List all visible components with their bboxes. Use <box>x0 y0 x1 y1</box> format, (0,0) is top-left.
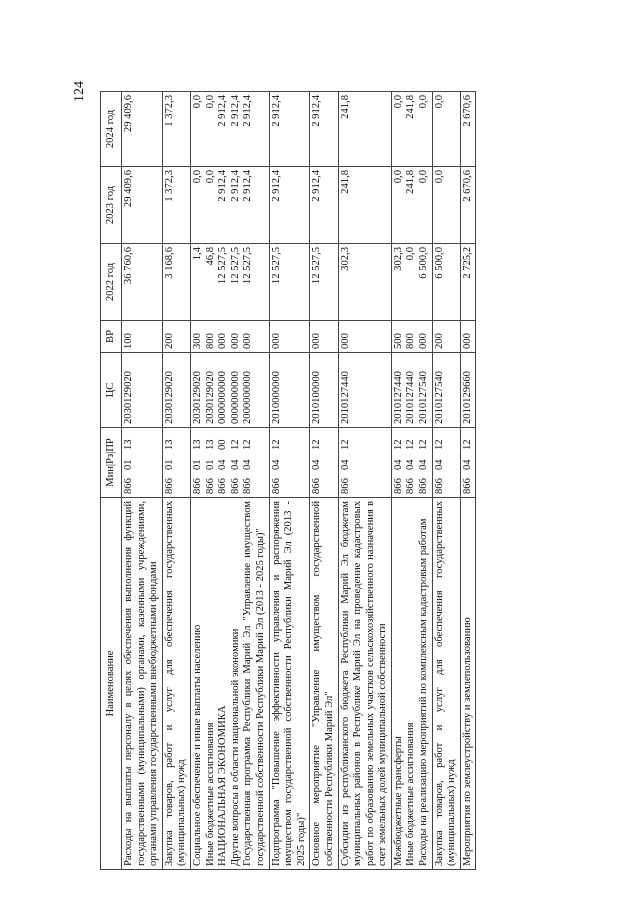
amount-2022-cell-line: 6 500,0 <box>433 247 445 279</box>
vr-cell-line: 500 <box>392 333 404 349</box>
amount-2023-cell-line: 2 912,4 <box>270 170 282 202</box>
amount-2022-cell-line: 12 527,5 <box>229 247 241 285</box>
min-rz-pr-cell-line <box>271 431 284 494</box>
amount-2024-cell-line: 241,8 <box>339 95 351 119</box>
col-header-vr: ВР <box>101 321 122 353</box>
amount-2024-cell <box>122 92 163 167</box>
table-row <box>310 92 338 870</box>
code-min: 866 <box>229 478 241 494</box>
vr-cell-line: 000 <box>229 333 241 349</box>
code-min: 866 <box>418 478 430 494</box>
amount-2024-cell-line: 241,8 <box>405 95 417 119</box>
min-rz-pr-cell-line <box>393 431 406 494</box>
code-min: 866 <box>217 478 229 494</box>
amount-2022-cell <box>269 244 310 321</box>
code-pr: 13 <box>191 439 203 450</box>
vr-cell-line: 000 <box>270 333 282 349</box>
min-rz-pr-cell <box>190 428 269 498</box>
cs-cell-line: 2010129660 <box>461 371 473 424</box>
row-name: Социальное обеспечение и иные выплаты населению Иные бюджетные ассигнования НАЦИОНАЛЬНАЯ ЭКОНОМИКА Другие вопросы в области национальной экономики Государственная программа Республики Марий Эл "Управление имуществом государственной собственности Республики Марий Эл (2013 - 2025 годы)" <box>190 498 269 870</box>
cs-cell-line: 2010127540 <box>418 371 430 424</box>
min-rz-pr-cell <box>310 428 338 498</box>
budget-table <box>100 91 476 870</box>
vr-cell-line: 000 <box>311 333 323 349</box>
col-header-pr: ПР <box>104 438 116 452</box>
code-min: 866 <box>204 478 216 494</box>
row-name: Межбюджетные трансферты Иные бюджетные ассигнования Расходы на реализацию мероприятий по комплексным кадастровым работам <box>391 498 432 870</box>
cs-cell-line: 2010127440 <box>392 371 404 424</box>
header-row <box>101 92 122 870</box>
amount-2022-cell <box>391 244 432 321</box>
amount-2022-cell-line: 6 500,0 <box>418 247 430 279</box>
code-pr: 12 <box>392 439 404 450</box>
amount-2023-cell-line: 0,0 <box>204 170 216 184</box>
vr-cell <box>162 321 190 353</box>
cs-cell-line: 0000000000 <box>217 371 229 424</box>
code-rz: 01 <box>123 459 134 470</box>
min-rz-pr-cell-line <box>123 431 136 494</box>
row-name: Основное мероприятие "Управление имуществом государственной собственности Республики Марий Эл" <box>310 498 338 870</box>
cs-cell <box>162 353 190 428</box>
row-name: Закупка товаров, работ и услуг для обеспечения государственных (муниципальных) нужд <box>162 498 190 870</box>
code-pr: 12 <box>405 439 417 450</box>
amount-2023-cell-line: 0,0 <box>418 170 430 184</box>
code-pr: 12 <box>229 439 241 450</box>
vr-cell <box>190 321 269 353</box>
amount-2023-cell-line: 1 372,3 <box>163 170 175 202</box>
code-rz: 04 <box>433 459 445 470</box>
code-pr: 12 <box>311 439 323 450</box>
amount-2023-cell-line: 2 670,6 <box>461 170 473 202</box>
code-pr: 12 <box>461 439 473 450</box>
vr-cell-line: 800 <box>405 333 417 349</box>
amount-2023-cell <box>269 167 310 244</box>
code-min: 866 <box>270 478 282 494</box>
cs-cell-line: 2010100000 <box>311 371 323 424</box>
code-rz: 04 <box>311 459 323 470</box>
min-rz-pr-cell <box>460 428 476 498</box>
amount-2023-cell-line: 241,8 <box>405 170 417 194</box>
cs-cell-line: 2010127540 <box>433 371 445 424</box>
amount-2024-cell <box>432 92 460 167</box>
vr-cell-line: 000 <box>461 333 473 349</box>
code-pr: 12 <box>433 439 445 450</box>
amount-2024-cell-line: 1 372,3 <box>163 95 175 127</box>
table-row <box>432 92 460 870</box>
code-min: 866 <box>339 478 351 494</box>
amount-2022-cell-line: 0,0 <box>405 247 417 261</box>
amount-2023-cell <box>122 167 163 244</box>
amount-2024-cell-line: 2 912,4 <box>311 95 323 127</box>
code-min: 866 <box>405 478 417 494</box>
amount-2023-cell-line: 29 409,6 <box>123 170 134 208</box>
row-name: Подпрограмма "Повышение эффективности управления и распоряжения имуществом государственной собственности Республики Марий Эл (2013 - 2025 годы)" <box>269 498 310 870</box>
code-pr: 13 <box>163 439 175 450</box>
amount-2023-cell <box>391 167 432 244</box>
cs-cell <box>190 353 269 428</box>
code-pr: 13 <box>123 439 134 450</box>
cs-cell-line: 2030129020 <box>163 371 175 424</box>
code-pr: 00 <box>217 439 229 450</box>
code-pr: 12 <box>418 439 430 450</box>
min-rz-pr-cell-line <box>192 431 205 494</box>
vr-cell <box>391 321 432 353</box>
amount-2022-cell-line: 12 527,5 <box>242 247 254 285</box>
amount-2022-cell <box>162 244 190 321</box>
code-min: 866 <box>392 478 404 494</box>
min-rz-pr-cell-line <box>462 431 475 494</box>
col-header-2023: 2023 год <box>101 167 122 244</box>
row-name: Закупка товаров, работ и услуг для обеспечения государственных (муниципальных) нужд <box>432 498 460 870</box>
min-rz-pr-cell-line <box>217 431 230 494</box>
vr-cell <box>338 321 391 353</box>
code-rz: 01 <box>204 459 216 470</box>
page-number: 124 <box>72 81 87 102</box>
min-rz-pr-cell <box>162 428 190 498</box>
amount-2022-cell-line: 3 168,6 <box>163 247 175 279</box>
vr-cell-line: 100 <box>123 333 134 349</box>
cs-cell-line: 2030129020 <box>204 371 216 424</box>
cs-cell-line: 2030129020 <box>191 371 203 424</box>
amount-2024-cell-line: 0,0 <box>204 95 216 109</box>
amount-2022-cell-line: 12 527,5 <box>270 247 282 285</box>
min-rz-pr-cell-line <box>434 431 447 494</box>
cs-cell-line: 2010127440 <box>339 371 351 424</box>
amount-2023-cell <box>432 167 460 244</box>
amount-2022-cell <box>460 244 476 321</box>
row-name: Расходы на выплаты персоналу в целях обеспечения выполнения функций государственными (муниципальными) органами, казенными учреждениями, органами управления государственными внебюджетными фондами <box>122 498 163 870</box>
amount-2023-cell-line: 2 912,4 <box>229 170 241 202</box>
vr-cell-line: 000 <box>339 333 351 349</box>
table-row <box>460 92 476 870</box>
code-min: 866 <box>311 478 323 494</box>
amount-2023-cell-line: 2 912,4 <box>217 170 229 202</box>
amount-2022-cell <box>310 244 338 321</box>
amount-2024-cell-line: 2 670,6 <box>461 95 473 127</box>
amount-2024-cell-line: 0,0 <box>392 95 404 109</box>
code-rz: 04 <box>392 459 404 470</box>
amount-2024-cell-line: 2 912,4 <box>229 95 241 127</box>
col-header-min-rz-pr: Мин|Рз|ПР <box>101 428 122 498</box>
vr-cell <box>432 321 460 353</box>
col-header-2024: 2024 год <box>101 92 122 167</box>
code-min: 866 <box>242 478 254 494</box>
amount-2022-cell-line: 2 725,2 <box>461 247 473 279</box>
code-rz: 04 <box>339 459 351 470</box>
amount-2024-cell-line: 0,0 <box>418 95 430 109</box>
amount-2023-cell <box>338 167 391 244</box>
code-rz: 01 <box>163 459 175 470</box>
amount-2022-cell-line: 1,4 <box>191 247 203 261</box>
amount-2024-cell-line: 2 912,4 <box>242 95 254 127</box>
code-rz: 04 <box>217 459 229 470</box>
col-header-name: Наименование <box>101 498 122 870</box>
table-row <box>269 92 310 870</box>
cs-cell <box>310 353 338 428</box>
code-pr: 12 <box>270 439 282 450</box>
min-rz-pr-cell-line <box>242 431 255 494</box>
amount-2024-cell <box>162 92 190 167</box>
code-min: 866 <box>461 478 473 494</box>
table-row <box>122 92 163 870</box>
vr-cell-line: 000 <box>418 333 430 349</box>
amount-2023-cell <box>460 167 476 244</box>
amount-2024-cell-line: 2 912,4 <box>270 95 282 127</box>
amount-2022-cell <box>432 244 460 321</box>
code-pr: 12 <box>242 439 254 450</box>
amount-2022-cell-line: 46,8 <box>204 247 216 266</box>
code-pr: 13 <box>204 439 216 450</box>
amount-2023-cell <box>162 167 190 244</box>
cs-cell-line: 2010127440 <box>405 371 417 424</box>
code-min: 866 <box>191 478 203 494</box>
min-rz-pr-cell-line <box>164 431 177 494</box>
code-rz: 04 <box>461 459 473 470</box>
amount-2024-cell <box>391 92 432 167</box>
table-row <box>162 92 190 870</box>
min-rz-pr-cell-line <box>340 431 353 494</box>
amount-2022-cell-line: 36 760,6 <box>123 247 134 285</box>
amount-2024-cell <box>190 92 269 167</box>
col-header-cs: ЦС <box>101 353 122 428</box>
cs-cell-line: 2000000000 <box>242 371 254 424</box>
code-rz: 04 <box>405 459 417 470</box>
amount-2023-cell-line: 241,8 <box>339 170 351 194</box>
vr-cell <box>269 321 310 353</box>
amount-2024-cell <box>460 92 476 167</box>
amount-2024-cell-line: 29 409,6 <box>123 95 134 133</box>
min-rz-pr-cell-line <box>405 431 418 494</box>
amount-2024-cell-line: 2 912,4 <box>217 95 229 127</box>
vr-cell <box>122 321 163 353</box>
vr-cell <box>460 321 476 353</box>
vr-cell-line: 200 <box>433 333 445 349</box>
col-header-min: Мин <box>104 466 116 487</box>
cs-cell-line: 2010000000 <box>270 371 282 424</box>
amount-2022-cell-line: 12 527,5 <box>217 247 229 285</box>
amount-2022-cell-line: 302,3 <box>392 247 404 271</box>
min-rz-pr-cell <box>432 428 460 498</box>
vr-cell <box>310 321 338 353</box>
cs-cell <box>122 353 163 428</box>
amount-2022-cell-line: 12 527,5 <box>311 247 323 285</box>
col-header-rz: Рз <box>104 453 116 464</box>
min-rz-pr-cell <box>391 428 432 498</box>
code-rz: 04 <box>242 459 254 470</box>
code-min: 866 <box>163 478 175 494</box>
code-min: 866 <box>433 478 445 494</box>
row-name: Субсидии из республиканского бюджета Республики Марий Эл бюджетам муниципальных районов в Республике Марий Эл на проведение кадастровых работ по образованию земельных участков сельскохозяйственного назначения в счет земельных долей муниципальной собственности <box>338 498 391 870</box>
cs-cell-line: 2030129020 <box>123 371 134 424</box>
min-rz-pr-cell <box>122 428 163 498</box>
amount-2022-cell <box>190 244 269 321</box>
code-rz: 04 <box>229 459 241 470</box>
amount-2024-cell <box>310 92 338 167</box>
cs-cell <box>269 353 310 428</box>
min-rz-pr-cell <box>269 428 310 498</box>
vr-cell-line: 800 <box>204 333 216 349</box>
vr-cell-line: 000 <box>217 333 229 349</box>
amount-2022-cell <box>338 244 391 321</box>
col-header-2022: 2022 год <box>101 244 122 321</box>
vr-cell-line: 000 <box>242 333 254 349</box>
amount-2022-cell-line: 302,3 <box>339 247 351 271</box>
code-rz: 04 <box>270 459 282 470</box>
row-name: Мероприятия по землеустройству и землепользованию <box>460 498 476 870</box>
min-rz-pr-cell-line <box>205 431 218 494</box>
amount-2023-cell-line: 2 912,4 <box>242 170 254 202</box>
vr-cell-line: 300 <box>191 333 203 349</box>
cs-cell-line: 0000000000 <box>229 371 241 424</box>
cs-cell <box>460 353 476 428</box>
amount-2024-cell <box>269 92 310 167</box>
cs-cell <box>391 353 432 428</box>
min-rz-pr-cell-line <box>311 431 324 494</box>
table-row <box>338 92 391 870</box>
code-pr: 12 <box>339 439 351 450</box>
table-row <box>391 92 432 870</box>
vr-cell-line: 200 <box>163 333 175 349</box>
amount-2023-cell-line: 0,0 <box>392 170 404 184</box>
amount-2023-cell <box>310 167 338 244</box>
table-row <box>190 92 269 870</box>
amount-2024-cell-line: 0,0 <box>433 95 445 109</box>
amount-2023-cell-line: 2 912,4 <box>311 170 323 202</box>
amount-2024-cell-line: 0,0 <box>191 95 203 109</box>
min-rz-pr-cell <box>338 428 391 498</box>
code-min: 866 <box>123 478 134 494</box>
table-body <box>122 92 476 870</box>
amount-2023-cell <box>190 167 269 244</box>
code-rz: 01 <box>191 459 203 470</box>
min-rz-pr-cell-line <box>418 431 431 494</box>
amount-2022-cell <box>122 244 163 321</box>
min-rz-pr-cell-line <box>230 431 243 494</box>
cs-cell <box>432 353 460 428</box>
code-rz: 04 <box>418 459 430 470</box>
amount-2024-cell <box>338 92 391 167</box>
amount-2023-cell-line: 0,0 <box>191 170 203 184</box>
amount-2023-cell-line: 0,0 <box>433 170 445 184</box>
cs-cell <box>338 353 391 428</box>
